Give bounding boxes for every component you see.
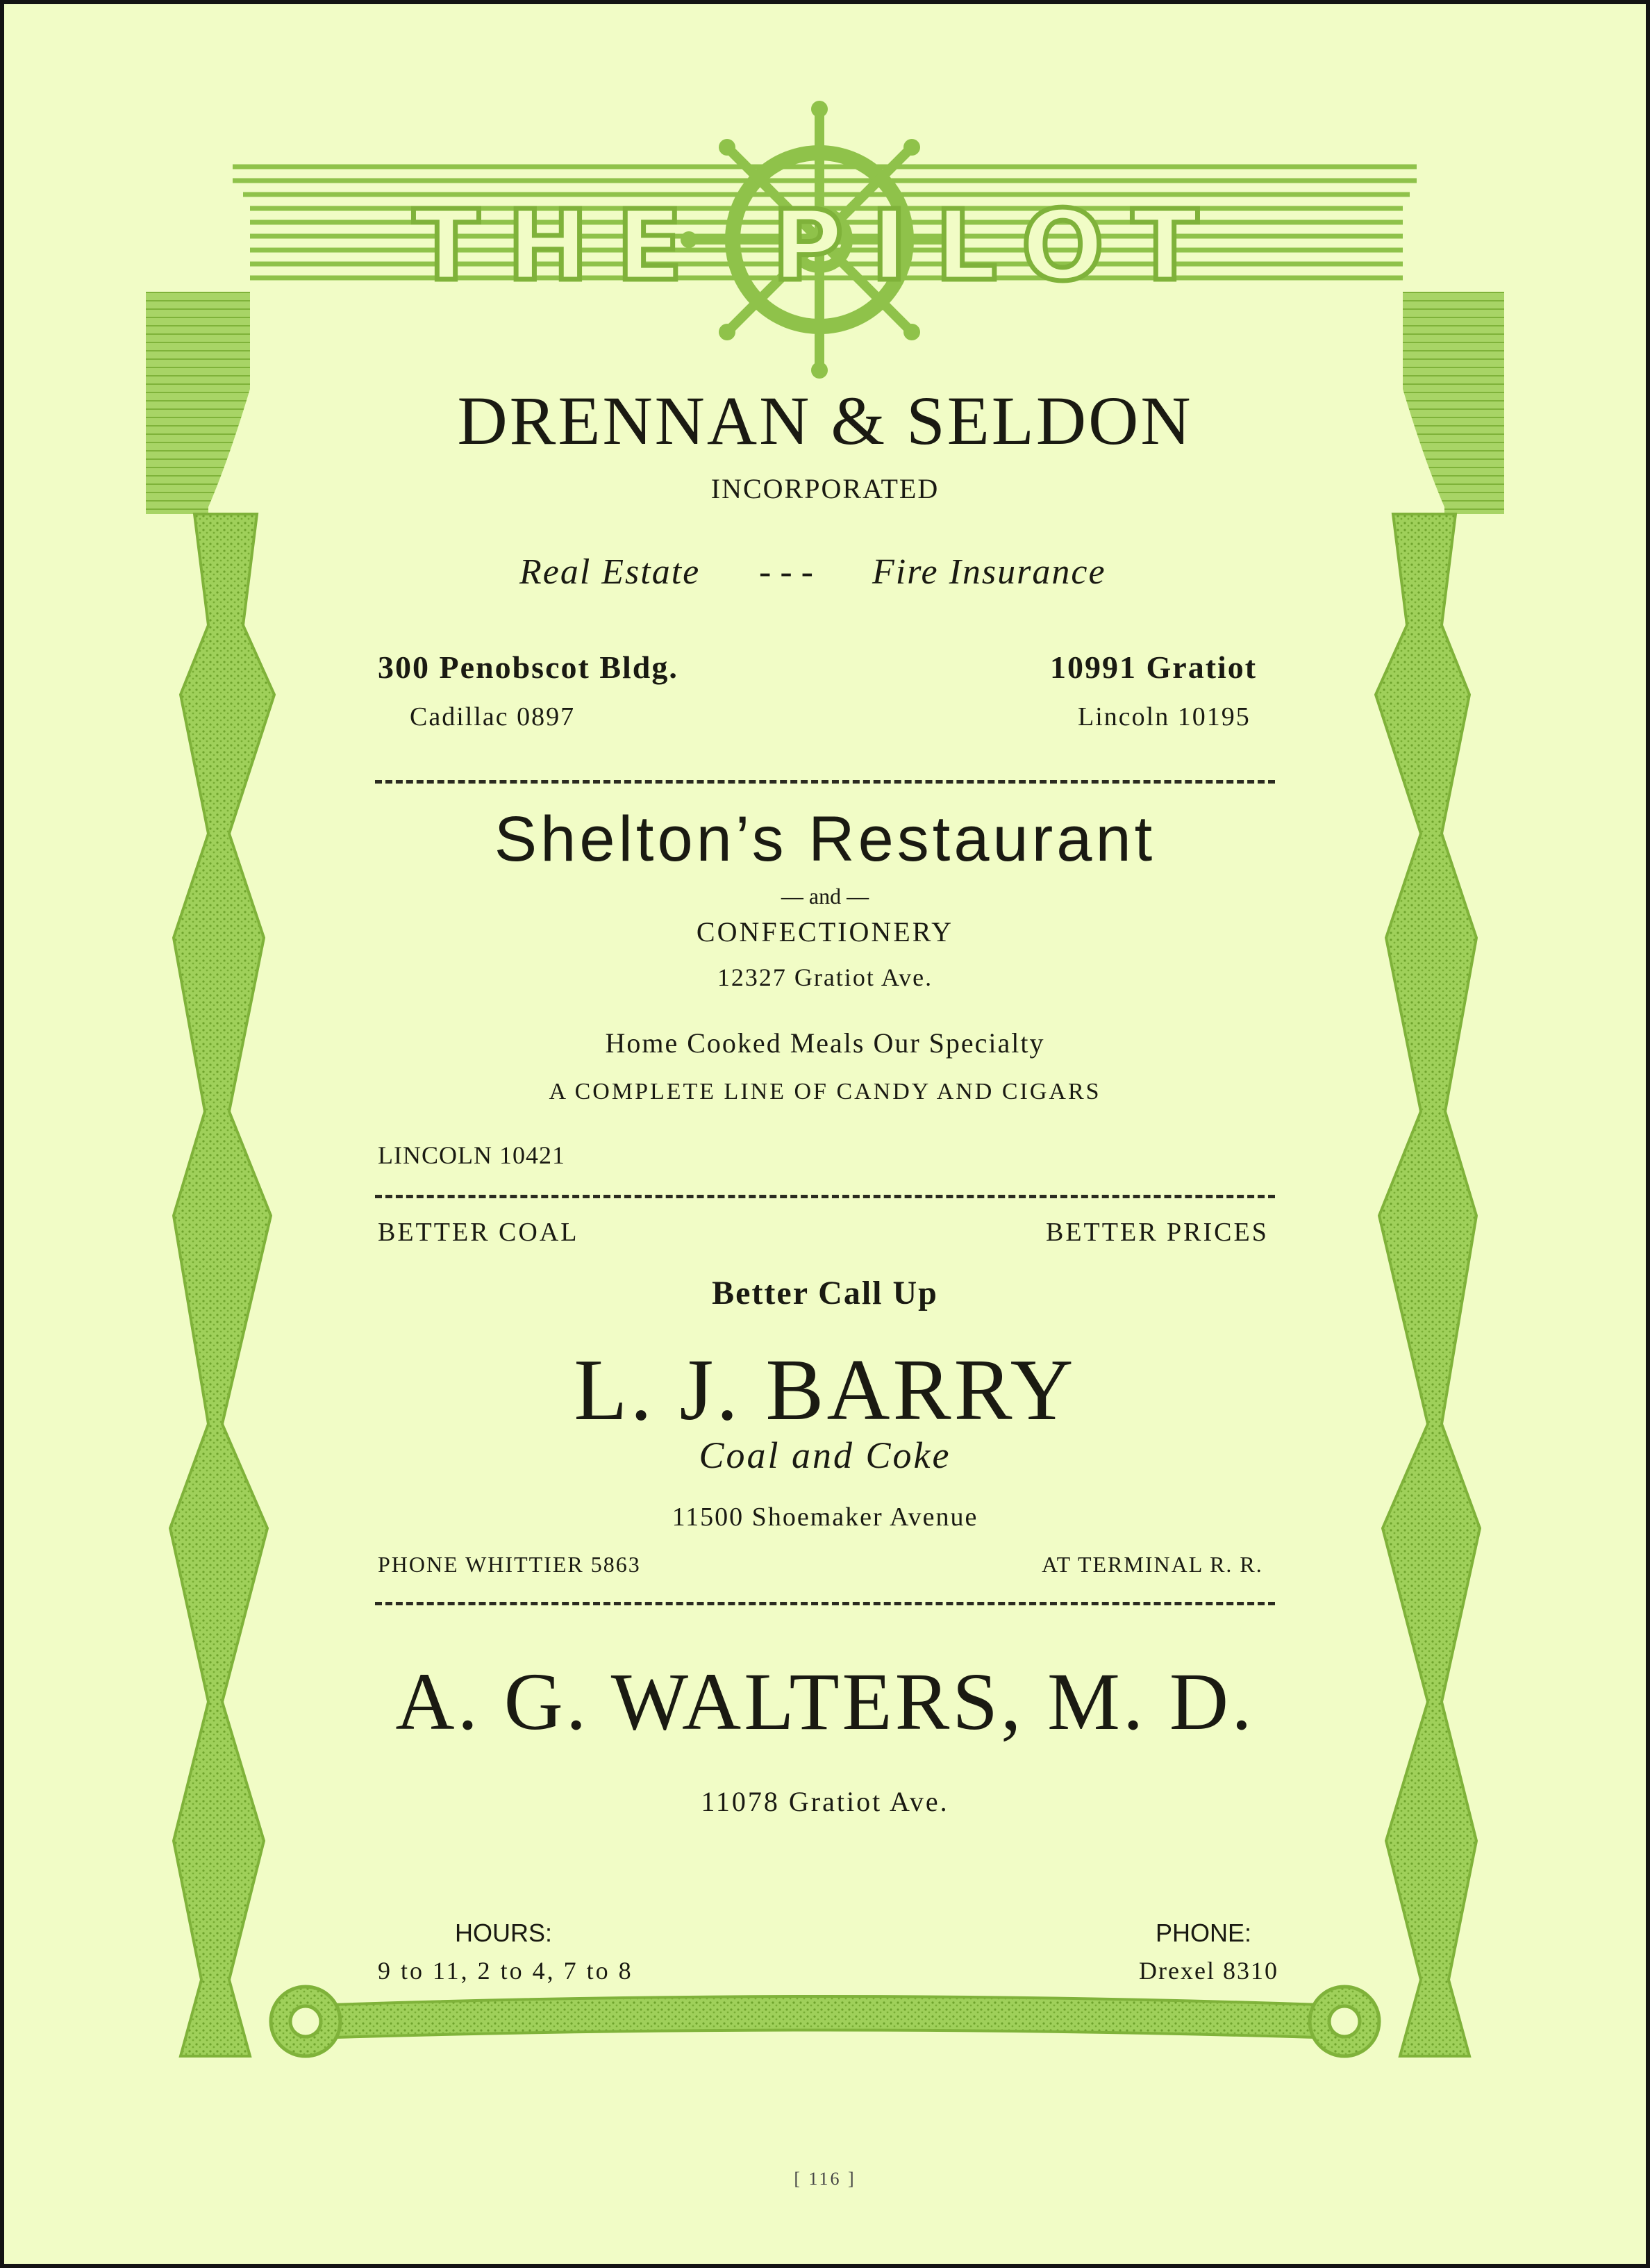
divider bbox=[375, 1195, 1275, 1198]
barry-left-tag: BETTER COAL bbox=[378, 1218, 579, 1247]
walters-phone-label: PHONE: bbox=[1156, 1919, 1252, 1947]
drennan-services-right: Fire Insurance bbox=[872, 552, 1106, 592]
walters-hours-label: HOURS: bbox=[455, 1919, 553, 1947]
barry-call: Better Call Up bbox=[712, 1275, 938, 1311]
drennan-phone-right: Lincoln 10195 bbox=[1078, 702, 1251, 731]
divider bbox=[375, 1602, 1275, 1605]
masthead-title: THE PILOT bbox=[412, 190, 1226, 303]
drennan-phone-left: Cadillac 0897 bbox=[410, 702, 576, 731]
shelton-address: 12327 Gratiot Ave. bbox=[717, 963, 933, 991]
drennan-services-sep: - - - bbox=[759, 552, 813, 592]
shelton-confectionery: CONFECTIONERY bbox=[696, 916, 954, 947]
drennan-services-left: Real Estate bbox=[519, 552, 701, 592]
page-number: [ 116 ] bbox=[794, 2169, 856, 2189]
walters-address: 11078 Gratiot Ave. bbox=[701, 1786, 949, 1817]
barry-location: AT TERMINAL R. R. bbox=[1042, 1552, 1263, 1577]
walters-hours: 9 to 11, 2 to 4, 7 to 8 bbox=[378, 1957, 633, 1985]
divider bbox=[375, 780, 1275, 784]
barry-name: L. J. BARRY bbox=[574, 1342, 1076, 1439]
drennan-incorporated: INCORPORATED bbox=[710, 473, 940, 504]
shelton-and: — and — bbox=[781, 884, 869, 909]
barry-address: 11500 Shoemaker Avenue bbox=[672, 1503, 978, 1532]
shelton-specialty: Home Cooked Meals Our Specialty bbox=[605, 1027, 1045, 1059]
drennan-address-left: 300 Penobscot Bldg. bbox=[378, 649, 678, 685]
shelton-phone: LINCOLN 10421 bbox=[378, 1141, 565, 1169]
walters-name: A. G. WALTERS, M. D. bbox=[395, 1656, 1255, 1747]
barry-right-tag: BETTER PRICES bbox=[1046, 1218, 1269, 1247]
shelton-name: Shelton’s Restaurant bbox=[494, 804, 1156, 875]
drennan-address-right: 10991 Gratiot bbox=[1050, 649, 1258, 685]
walters-phone: Drexel 8310 bbox=[1139, 1957, 1278, 1985]
barry-product: Coal and Coke bbox=[699, 1434, 951, 1476]
barry-phone: PHONE WHITTIER 5863 bbox=[378, 1552, 641, 1577]
shelton-line: A COMPLETE LINE OF CANDY AND CIGARS bbox=[549, 1079, 1101, 1104]
drennan-name: DRENNAN & SELDON bbox=[457, 382, 1193, 459]
bottom-scroll bbox=[271, 1987, 1379, 2056]
